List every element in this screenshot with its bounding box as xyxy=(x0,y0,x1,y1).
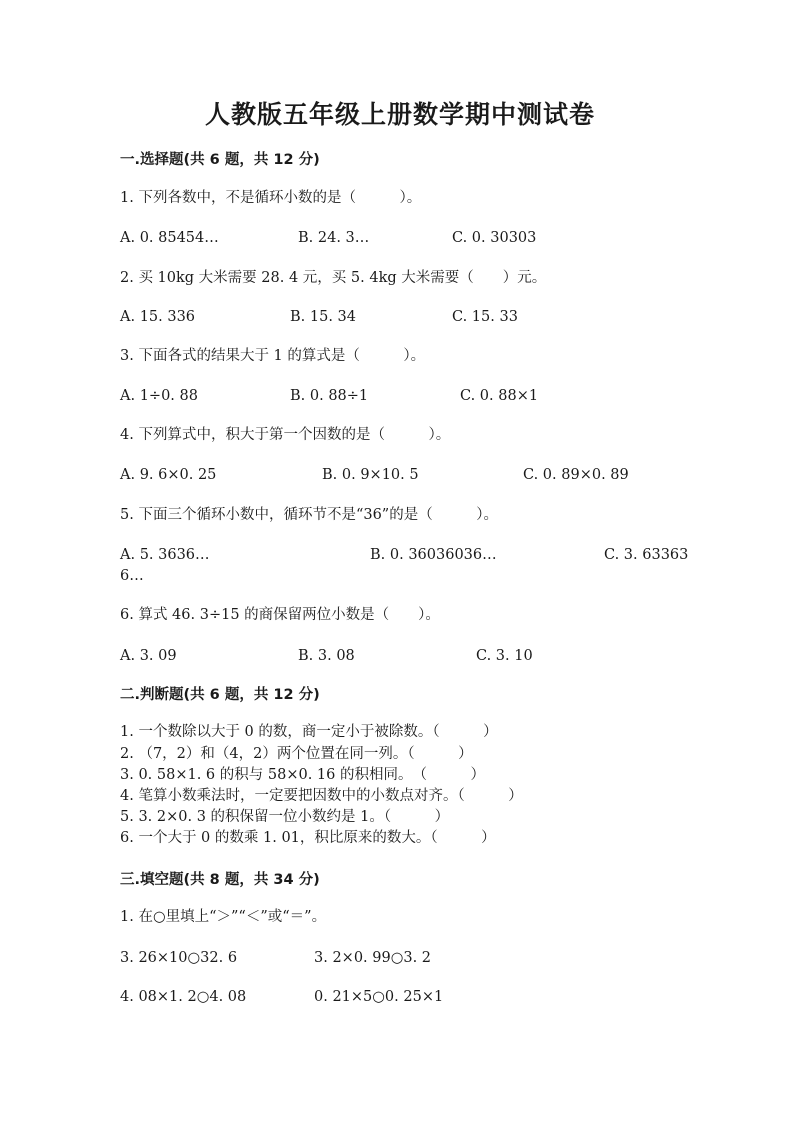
option-c: C. 15. 33 xyxy=(452,309,518,325)
question-stem: 1. 在○里填上“＞”“＜”或“＝”。 xyxy=(120,909,327,925)
option-c: C. 0. 30303 xyxy=(452,230,537,246)
option-c: C. 0. 88×1 xyxy=(460,388,539,404)
option-c: C. 3. 10 xyxy=(476,648,533,664)
comparison-item: 4. 08×1. 2○4. 08 xyxy=(120,989,247,1005)
question-stem: 2. 买 10kg 大米需要 28. 4 元，买 5. 4kg 大米需要（ ）元。 xyxy=(120,270,547,286)
judgment-item: 1. 一个数除以大于 0 的数，商一定小于被除数。（ ） xyxy=(120,724,498,740)
option-a: A. 3. 09 xyxy=(120,648,177,664)
option-a: A. 15. 336 xyxy=(120,309,196,325)
option-a: A. 5. 3636… xyxy=(120,547,210,563)
option-b: B. 0. 36036036… xyxy=(370,547,497,563)
page-title: 人教版五年级上册数学期中测试卷 xyxy=(204,100,595,129)
option-a: A. 1÷0. 88 xyxy=(120,388,198,404)
judgment-item: 3. 0. 58×1. 6 的积与 58×0. 16 的积相同。 （ ） xyxy=(120,767,485,783)
comparison-item: 3. 26×10○32. 6 xyxy=(120,950,238,966)
judgment-item: 5. 3. 2×0. 3 的积保留一位小数约是 1。（ ） xyxy=(120,809,450,825)
question-stem: 5. 下面三个循环小数中，循环节不是“36”的是（ ）。 xyxy=(120,507,498,523)
question-stem: 1. 下列各数中，不是循环小数的是（ ）。 xyxy=(120,190,422,206)
option-c: C. 0. 89×0. 89 xyxy=(523,467,629,483)
question-stem: 4. 下列算式中，积大于第一个因数的是（ ）。 xyxy=(120,427,451,443)
comparison-item: 0. 21×5○0. 25×1 xyxy=(314,989,444,1005)
section-heading-judgment: 二.判断题(共 6 题，共 12 分) xyxy=(120,687,320,703)
option-b: B. 0. 88÷1 xyxy=(290,388,369,404)
option-b: B. 3. 08 xyxy=(298,648,355,664)
option-b: B. 15. 34 xyxy=(290,309,356,325)
section-heading-choice: 一.选择题(共 6 题，共 12 分) xyxy=(120,152,320,168)
option-b: B. 24. 3… xyxy=(298,230,370,246)
question-stem: 6. 算式 46. 3÷15 的商保留两位小数是（ ）。 xyxy=(120,607,440,623)
option-a: A. 9. 6×0. 25 xyxy=(120,467,217,483)
comparison-item: 3. 2×0. 99○3. 2 xyxy=(314,950,432,966)
option-c: C. 3. 63363 xyxy=(604,547,689,563)
option-a: A. 0. 85454… xyxy=(120,230,219,246)
option-b: B. 0. 9×10. 5 xyxy=(322,467,419,483)
option-c-wrap: 6… xyxy=(120,568,144,584)
section-heading-fill: 三.填空题(共 8 题，共 34 分) xyxy=(120,872,320,888)
question-stem: 3. 下面各式的结果大于 1 的算式是（ ）。 xyxy=(120,348,426,364)
judgment-item: 6. 一个大于 0 的数乘 1. 01，积比原来的数大。（ ） xyxy=(120,830,496,846)
judgment-item: 2. （7，2）和（4，2）两个位置在同一列。（ ） xyxy=(120,746,473,762)
judgment-item: 4. 笔算小数乘法时，一定要把因数中的小数点对齐。（ ） xyxy=(120,788,523,804)
